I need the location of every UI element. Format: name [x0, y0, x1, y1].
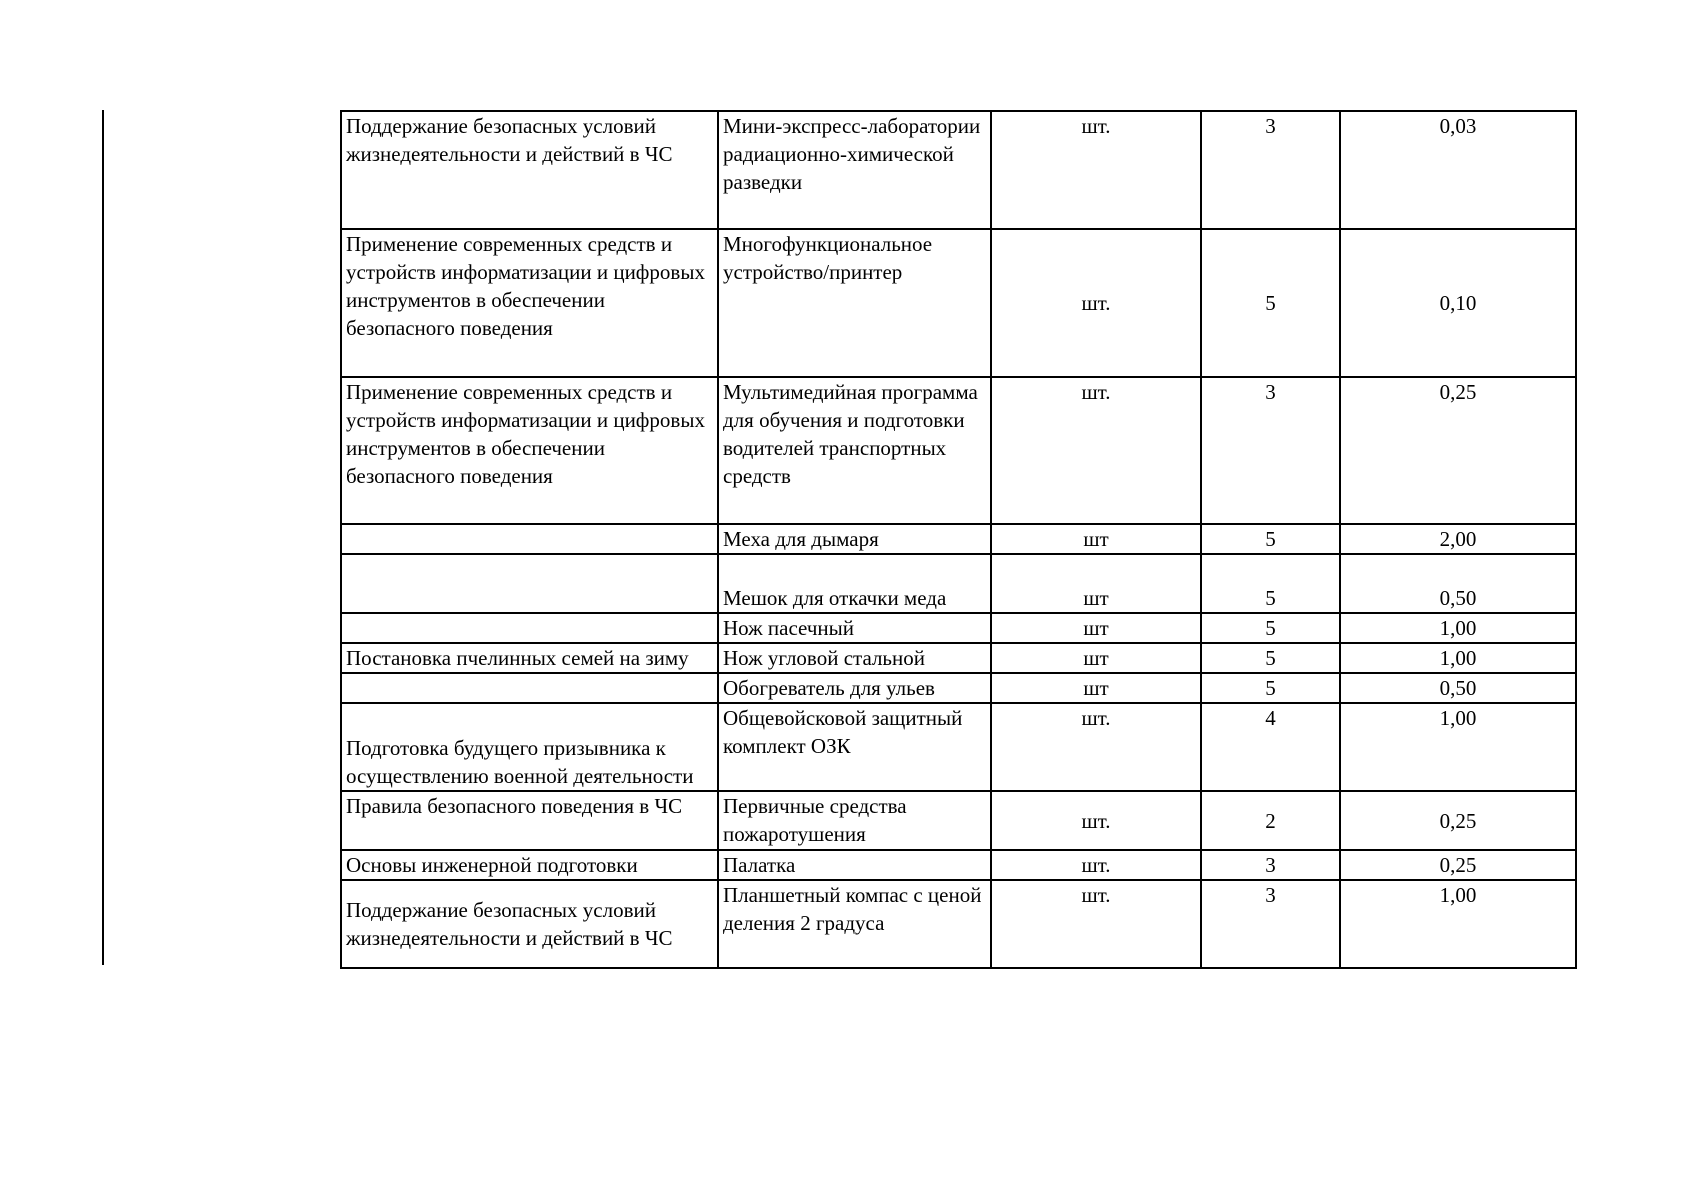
- quantity-cell: 5: [1201, 524, 1340, 554]
- unit-cell: шт.: [991, 880, 1201, 968]
- value-cell: 1,00: [1340, 613, 1576, 643]
- value-cell: 0,10: [1340, 229, 1576, 377]
- topic-cell: Правила безопасного поведения в ЧС: [341, 791, 718, 850]
- table-row: [341, 673, 1576, 703]
- quantity-cell: 3: [1201, 880, 1340, 968]
- unit-cell: шт: [991, 673, 1201, 703]
- page-margin-line: [102, 110, 104, 965]
- quantity-cell: 5: [1201, 643, 1340, 673]
- value-cell: 1,00: [1340, 703, 1576, 791]
- table-row: [341, 703, 1576, 791]
- value-cell: 0,25: [1340, 791, 1576, 850]
- topic-cell: [341, 524, 718, 554]
- value-cell: 1,00: [1340, 643, 1576, 673]
- value-cell: 0,25: [1340, 850, 1576, 880]
- quantity-cell: 3: [1201, 377, 1340, 524]
- table-row: [341, 613, 1576, 643]
- table-row: [341, 880, 1576, 968]
- item-cell: Планшетный компас с ценой деления 2 градуса: [718, 880, 991, 968]
- unit-cell: шт.: [991, 703, 1201, 791]
- quantity-cell: 5: [1201, 673, 1340, 703]
- quantity-cell: 3: [1201, 850, 1340, 880]
- item-cell: Обогреватель для ульев: [718, 673, 991, 703]
- topic-cell: Постановка пчелинных семей на зиму: [341, 643, 718, 673]
- value-cell: 0,50: [1340, 673, 1576, 703]
- item-cell: Мешок для откачки меда: [718, 554, 991, 613]
- item-cell: Нож пасечный: [718, 613, 991, 643]
- unit-cell: шт.: [991, 377, 1201, 524]
- topic-cell: [341, 613, 718, 643]
- table-row: [341, 524, 1576, 554]
- topic-cell: [341, 554, 718, 613]
- quantity-cell: 3: [1201, 111, 1340, 229]
- topic-cell: Поддержание безопасных условий жизнедеятельности и действий в ЧС: [341, 111, 718, 229]
- value-cell: 0,50: [1340, 554, 1576, 613]
- value-cell: 1,00: [1340, 880, 1576, 968]
- unit-cell: шт.: [991, 111, 1201, 229]
- table-row: [341, 111, 1576, 229]
- unit-cell: шт: [991, 613, 1201, 643]
- unit-cell: шт.: [991, 791, 1201, 850]
- table-row: [341, 791, 1576, 850]
- topic-cell: Поддержание безопасных условий жизнедеятельности и действий в ЧС: [341, 880, 718, 968]
- topic-cell: Основы инженерной подготовки: [341, 850, 718, 880]
- table-row: [341, 554, 1576, 613]
- unit-cell: шт: [991, 643, 1201, 673]
- value-cell: 2,00: [1340, 524, 1576, 554]
- topic-cell: Применение современных средств и устройств информатизации и цифровых инструментов в обеспечении безопасного поведения: [341, 377, 718, 524]
- topic-cell: [341, 673, 718, 703]
- quantity-cell: 5: [1201, 554, 1340, 613]
- quantity-cell: 4: [1201, 703, 1340, 791]
- unit-cell: шт.: [991, 850, 1201, 880]
- item-cell: Нож угловой стальной: [718, 643, 991, 673]
- item-cell: Многофункциональное устройство/принтер: [718, 229, 991, 377]
- item-cell: Общевойсковой защитный комплект ОЗК: [718, 703, 991, 791]
- table-row: [341, 850, 1576, 880]
- topic-cell: Подготовка будущего призывника к осуществлению военной деятельности: [341, 703, 718, 791]
- table-row: [341, 229, 1576, 377]
- item-cell: Меха для дымаря: [718, 524, 991, 554]
- unit-cell: шт.: [991, 229, 1201, 377]
- table-row: [341, 377, 1576, 524]
- equipment-table: [340, 110, 1577, 969]
- item-cell: Палатка: [718, 850, 991, 880]
- topic-cell: Применение современных средств и устройств информатизации и цифровых инструментов в обеспечении безопасного поведения: [341, 229, 718, 377]
- quantity-cell: 2: [1201, 791, 1340, 850]
- quantity-cell: 5: [1201, 613, 1340, 643]
- unit-cell: шт: [991, 554, 1201, 613]
- quantity-cell: 5: [1201, 229, 1340, 377]
- item-cell: Мультимедийная программа для обучения и подготовки водителей транспортных средств: [718, 377, 991, 524]
- item-cell: Мини-экспресс-лаборатории радиационно-химической разведки: [718, 111, 991, 229]
- value-cell: 0,25: [1340, 377, 1576, 524]
- unit-cell: шт: [991, 524, 1201, 554]
- item-cell: Первичные средства пожаротушения: [718, 791, 991, 850]
- table-row: [341, 643, 1576, 673]
- value-cell: 0,03: [1340, 111, 1576, 229]
